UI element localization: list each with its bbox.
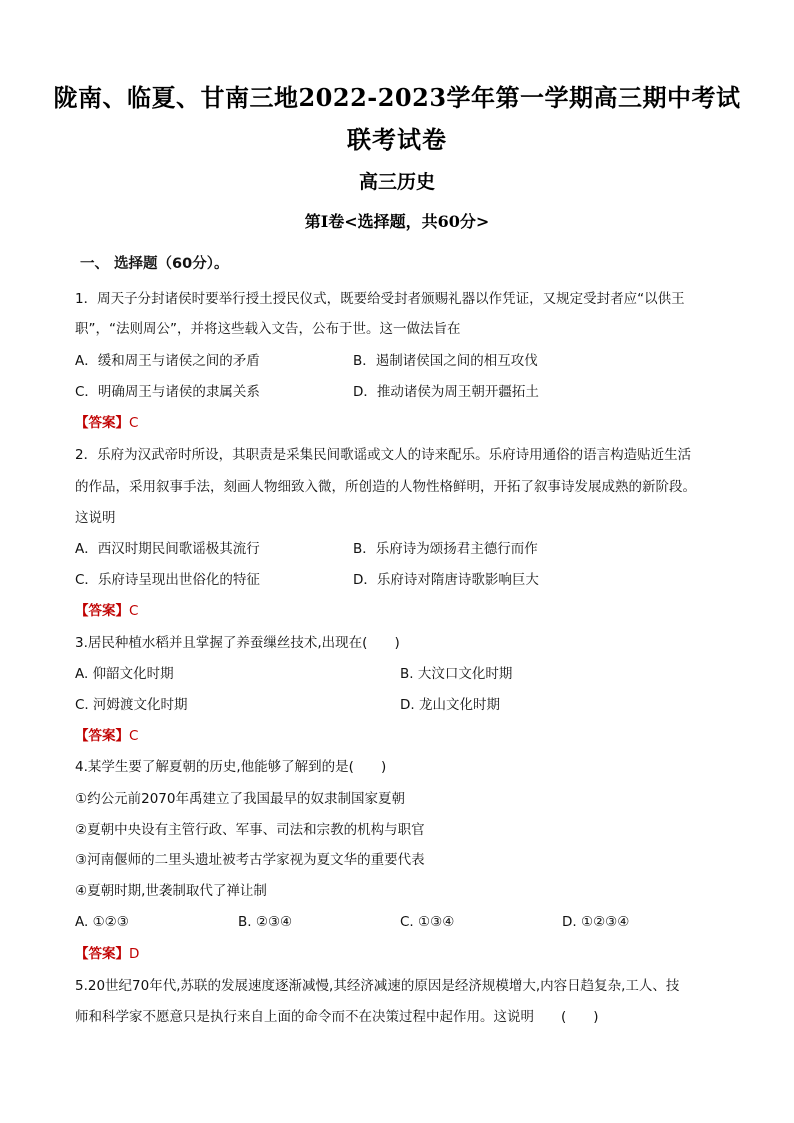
question-3-line-1: 3.居民种植水稻并且掌握了养蚕缫丝技术,出现在( ): [75, 635, 400, 651]
question-3-option-b: B. 大汶口文化时期: [400, 666, 513, 682]
question-1-line-2: 职”，“法则周公”，并将这些载入文告，公布于世。这一做法旨在: [75, 321, 461, 337]
question-2-option-a: A．西汉时期民间歌谣极其流行: [75, 541, 260, 557]
question-2-line-1: 2．乐府为汉武帝时所设，其职责是采集民间歌谣或文人的诗来配乐。乐府诗用通俗的语言构造贴近生活: [75, 447, 692, 463]
question-3-option-d: D. 龙山文化时期: [400, 697, 500, 713]
exam-title-line2: 联考试卷: [347, 125, 447, 154]
question-4-item-2: ②夏朝中央设有主管行政、军事、司法和宗教的机构与职官: [75, 822, 425, 838]
answer-label: 【答案】: [75, 415, 129, 431]
exam-title-line1: 陇南、临夏、甘南三地2022-2023学年第一学期高三期中考试: [53, 83, 741, 112]
question-3-answer: [75, 725, 138, 747]
question-5-line-2: 师和科学家不愿意只是执行来自上面的命令而不在决策过程中起作用。这说明 ( ): [75, 1009, 599, 1025]
question-4-option-d: D. ①②③④: [562, 914, 630, 930]
question-3-option-c: C. 河姆渡文化时期: [75, 697, 188, 713]
question-1-line-1: 1．周天子分封诸侯时要举行授土授民仪式，既要给受封者颁赐礼器以作凭证，又规定受封者应“以供王: [75, 291, 685, 307]
answer-label: 【答案】: [75, 603, 129, 619]
volume-heading: 第Ⅰ卷<选择题，共60分>: [304, 212, 490, 231]
question-2-answer: [75, 600, 138, 622]
question-3-option-a: A. 仰韶文化时期: [75, 666, 174, 682]
answer-label: 【答案】: [75, 728, 129, 744]
question-4-line-1: 4.某学生要了解夏朝的历史,他能够了解到的是( ): [75, 759, 387, 775]
question-5-line-1: 5.20世纪70年代,苏联的发展速度逐渐减慢,其经济减速的原因是经济规模增大,内容日趋复杂,工人、技: [75, 978, 680, 994]
question-1-option-d: D．推动诸侯为周王朝开疆拓土: [353, 384, 539, 400]
question-4-option-a: A. ①②③: [75, 914, 129, 930]
question-2-option-c: C．乐府诗呈现出世俗化的特征: [75, 572, 260, 588]
question-1-answer: [75, 412, 138, 434]
question-2-option-b: B．乐府诗为颂扬君主德行而作: [353, 541, 538, 557]
question-2-option-d: D．乐府诗对隋唐诗歌影响巨大: [353, 572, 539, 588]
question-1-option-a: A．缓和周王与诸侯之间的矛盾: [75, 353, 260, 369]
question-4-item-1: ①约公元前2070年禹建立了我国最早的奴隶制国家夏朝: [75, 791, 405, 807]
answer-choice: D: [129, 946, 140, 962]
question-4-item-4: ④夏朝时期,世袭制取代了禅让制: [75, 883, 267, 899]
question-4-answer: [75, 943, 139, 965]
question-1-option-c: C．明确周王与诸侯的隶属关系: [75, 384, 260, 400]
subject-title: 高三历史: [358, 171, 435, 193]
answer-label: 【答案】: [75, 946, 129, 962]
question-4-item-3: ③河南偃师的二里头遗址被考古学家视为夏文华的重要代表: [75, 852, 425, 868]
question-2-line-3: 这说明: [75, 510, 116, 526]
question-1-option-b: B．遏制诸侯国之间的相互攻伐: [353, 353, 538, 369]
answer-choice: C: [129, 728, 139, 744]
question-4-option-c: C. ①③④: [400, 914, 455, 930]
answer-choice: C: [129, 415, 139, 431]
question-2-line-2: 的作品，采用叙事手法，刻画人物细致入微，所创造的人物性格鲜明，开拓了叙事诗发展成熟的新阶段。: [75, 479, 696, 495]
question-4-option-b: B. ②③④: [238, 914, 293, 930]
section-heading: 一、 选择题（60分）。: [80, 256, 229, 272]
answer-choice: C: [129, 603, 139, 619]
